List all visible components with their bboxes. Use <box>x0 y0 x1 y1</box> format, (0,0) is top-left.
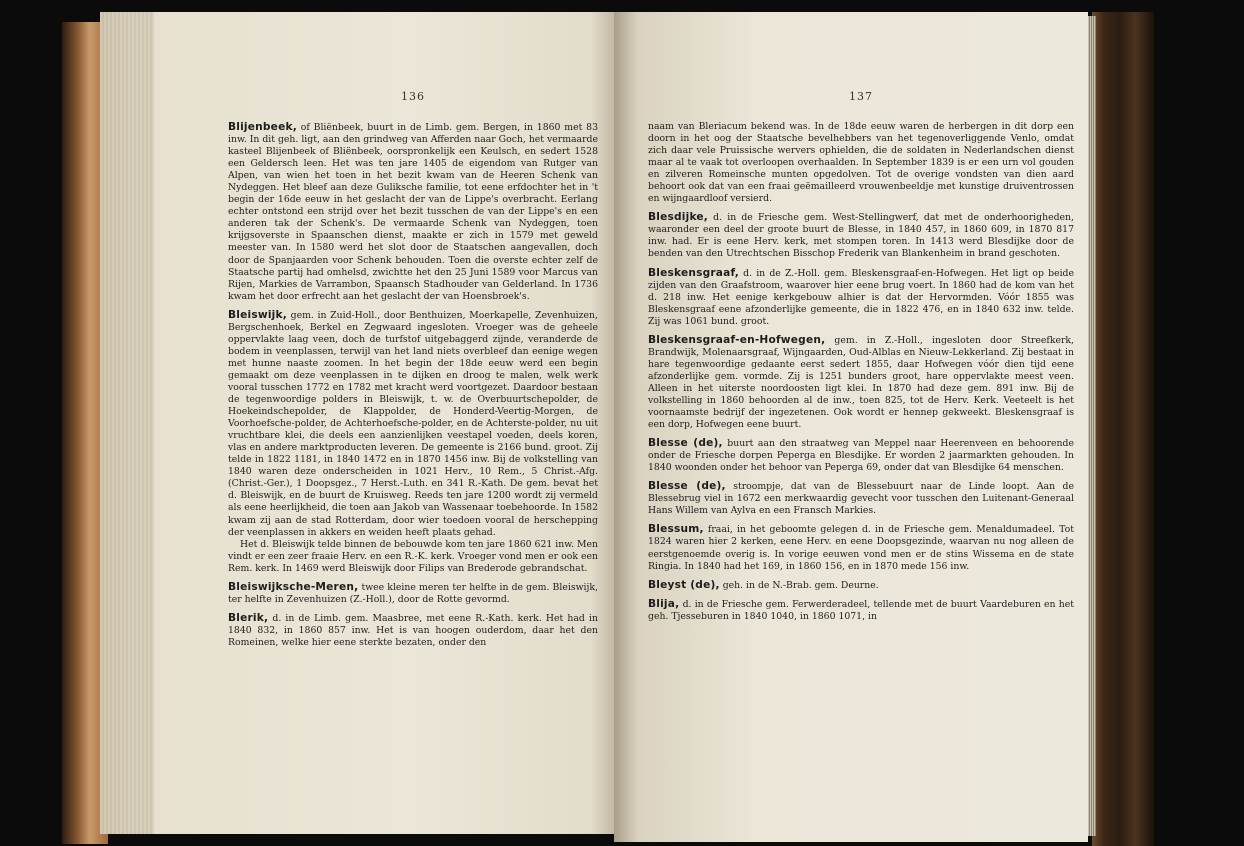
entry-text: d. in de Friesche gem. West-Stellingwerf, dat met de onderhoorigheden, waaronder een deel der groote buurt de Blesse, in 1840 457, in 1860 609, in 1870 817 inw. had. Er is eene Herv. kerk, met stompen toren. In 1413 werd Blesdijke door de benden van den Utrechtschen Bisschop Frederik van Blankenheim in brand geschoten. <box>648 212 1074 260</box>
entry-text: fraai, in het geboomte gelegen d. in de Friesche gem. Menaldumadeel. Tot 1824 waren hier 2 kerken, eene Herv. en eene Doopsgezinde, waarvan nu nog alleen de eerstgenoemde overig is. In vorige eeuwen vond men er de stins Wissema en de state Ringia. In 1840 had het 169, in 1860 156, en in 1870 mede 156 inw. <box>648 524 1074 572</box>
headword: Blijenbeek, <box>228 121 297 133</box>
left-page <box>100 12 622 834</box>
entry-bleskensgraaf <box>648 267 1074 328</box>
entry-bleiswijksche-meren <box>228 581 598 606</box>
entry-text-paragraph: Het d. Bleiswijk telde binnen de bebouwde kom ten jare 1860 621 inw. Men vindt er een zeer fraaie Herv. en een R.-K. kerk. Vroeger vond men er ook een Rem. kerk. In 1469 werd Bleiswijk door Filips van Brederode gebrandschat. <box>228 538 598 574</box>
left-page-number: 136 <box>401 90 425 103</box>
left-page-fold <box>100 12 154 834</box>
entry-text: naam van Bleriacum bekend was. In de 18de eeuw waren de herbergen in dit dorp een doorn in het oog der Staatsche bevelhebbers van het tegenoverliggende Venlo, omdat zich daar vele Pruissische wervers ophielden, die de soldaten in Nederlandschen dienst maar al te vaak tot overloopen overhaalden. In September 1839 is er een urn vol gouden en zilveren Romeinsche munten opgedolven. Tot de overige vondsten van dien aard behoort ook dat van een fraai geëmailleerd vrouwenbeeldje met kunstige druiventrossen en wijngaardloof versierd. <box>648 121 1074 205</box>
entry-blija <box>648 598 1074 623</box>
entry-blijenbeek <box>228 121 598 303</box>
headword: Blerik, <box>228 611 269 624</box>
entry-blesse-buurt <box>648 437 1074 474</box>
entry-text: twee kleine meren ter helfte in de gem. Bleiswijk, ter helfte in Zevenhuizen (Z.-Holl.), door de Rotte gevormd. <box>228 581 598 605</box>
entry-text: d. in de Friesche gem. Ferwerderadeel, tellende met de buurt Vaardeburen en het geh. Tjesseburen in 1840 1040, in 1860 1071, in <box>648 598 1074 622</box>
headword: Bleiswijk, <box>228 308 287 321</box>
entry-bleiswijk <box>228 309 598 575</box>
headword: Blessum, <box>648 523 704 536</box>
entry-blesse-stroompje <box>648 480 1074 517</box>
entry-text: d. in de Limb. gem. Maasbree, met eene R.-Kath. kerk. Het had in 1840 832, in 1860 857 inw. Het is van hoogen ouderdom, daar het den Romeinen, welke hier eene sterkte bezaten, onder den <box>228 612 598 648</box>
entry-blessum <box>648 523 1074 572</box>
headword: Bleyst (de), <box>648 578 720 591</box>
right-page-number: 137 <box>849 90 873 103</box>
headword: Bleskensgraaf, <box>648 266 739 279</box>
entry-text: geh. in de N.-Brab. gem. Deurne. <box>719 579 879 591</box>
entry-text: of Bliënbeek, buurt in de Limb. gem. Bergen, in 1860 met 83 inw. In dit geh. ligt, aan den grindweg van Afferden naar Goch, het vermaarde kasteel Blijenbeek of Bliënbeek, oorspronkelijk een Keulsch, en sedert 1528 een Geldersch leen. Het was ten jare 1405 de eigendom van Rutger van Alpen, van wien het toen in het bezit kwam van de Heeren Schenk van Nydeggen. Het bleef aan deze Guliksche familie, tot eene erfdochter het in 't begin der 16de eeuw in het geslacht der van de Lippe's overbracht. Eerlang echter ontstond een strijd over het bezit tusschen de van der Lippe's en een anderen tak der Schenk's. De vermaarde Schenk van Nydeggen, toen krijgsoverste in Spaanschen dienst, maakte er zich in 1579 met geweld meester van. In 1580 werd het slot door de Staatschen aangevallen, doch door de Spanjaarden voor Schenk behouden. Toen die overste echter zelf de Staatsche partij had omhelsd, zwichtte het den 25 Juni 1589 voor Marcus van Rijen, Markies de Varrambon, Spaansch Stadhouder van Gelderland. In 1736 kwam het door erfrecht aan het geslacht der van Hoensbroek's. <box>228 122 598 302</box>
entry-blesdijke <box>648 211 1074 260</box>
entry-text: gem. in Z.-Holl., ingesloten door Streefkerk, Brandwijk, Molenaarsgraaf, Wijngaarden, Oud-Alblas en Nieuw-Lekkerland. Zij bestaat in hare tegenwoordige gedaante eerst sedert 1855, daar Hofwegen vóór dien tijd eene afzonderlijke gem. vormde. Zij is 1251 bunders groot, hare oppervlakte meest veen. Alleen in het uiterste noordoosten ligt klei. In 1870 had deze gem. 891 inw. Bij de volkstelling in 1860 behoorden al de inw., toen 825, tot de Herv. Kerk. Veeteelt is het voornaamste bedrijf der ingezetenen. Ook wordt er hennep gekweekt. Bleskensgraaf is een dorp, Hofwegen eene buurt. <box>648 334 1074 431</box>
entry-blerik <box>228 612 598 649</box>
right-page <box>614 12 1088 842</box>
entry-text: gem. in Zuid-Holl., door Benthuizen, Moerkapelle, Zevenhuizen, Bergschenhoek, Berkel en Zegwaard ingesloten. Vroeger was de geheele oppervlakte laag veen, doch de turfstof uitgebaggerd zijnde, veranderde de bodem in veenplassen, terwijl van het land niets overbleef dan eenige wegen met hunne naaste zoomen. In het begin der 18de eeuw werd een begin gemaakt om deze veenplassen in te dijken en droog te malen, welk werk vooral tusschen 1772 en 1782 met kracht werd voortgezet. Daardoor bestaan de tegenwoordige polders in Bleiswijk, t. w. de Overbuurtschepolder, de Hoekeindschepolder, de Klappolder, de Honderd-Veertig-Morgen, de Voorhoefsche-polder, de Achterhoefsche-polder, en de Achterste-polder, nu uit vruchtbare klei, die deels een aanzienlijken veestapel voeden, deels koren, vlas en andere marktproducten leveren. De gemeente is 2166 bund. groot. Zij telde in 1822 1181, in 1840 1472 en in 1870 1456 inw. Bij de volkstelling van 1840 waren deze onderscheiden in 1021 Herv., 10 Rem., 5 Christ.-Afg. (Christ.-Ger.), 1 Doopsgez., 7 Herst.-Luth. en 341 R.-Kath. De gem. bevat het d. Bleiswijk, en de buurt de Kruisweg. Reeds ten jare 1200 wordt zij vermeld als eene heerlijkheid, die toen aan Jakob van Wassenaar toebehoorde. In 1582 kwam zij aan de stad Rotterdam, door wier toedoen vooral de herschepping der veenplassen in akkers en weiden heeft plaats gehad. <box>228 309 598 538</box>
headword: Blesse (de), <box>648 480 726 493</box>
entry-text: d. in de Z.-Holl. gem. Bleskensgraaf-en-Hofwegen. Het ligt op beide zijden van den Graafstroom, waarover hier eene brug voert. In 1860 had de kom van het d. 218 inw. Het eenige kerkgebouw alhier is dat der Hervormden. Vóór 1855 was Bleskensgraaf eene afzonderlijke gemeente, die in 1822 476, en in 1840 632 inw. telde. Zij was 1061 bund. groot. <box>648 267 1074 327</box>
book-right-edge <box>1092 12 1154 846</box>
entry-blerik-continued <box>648 121 1074 205</box>
headword: Blija, <box>648 597 680 610</box>
entry-bleskensgraaf-en-hofwegen <box>648 334 1074 431</box>
headword: Bleiswijksche-Meren, <box>228 580 359 593</box>
headword: Blesdijke, <box>648 211 709 224</box>
headword: Blesse (de), <box>648 437 723 450</box>
headword: Bleskensgraaf-en-Hofwegen, <box>648 333 826 346</box>
entry-text: buurt aan den straatweg van Meppel naar Heerenveen en behoorende onder de Friesche dorpen Peperga en Blesdijke. Er worden 2 jaarmarkten gehouden. In 1840 woonden onder het behoor van Peperga 69, onder dat van Blesdijke 64 menschen. <box>648 438 1074 474</box>
entry-text: stroompje, dat van de Blessebuurt naar de Linde loopt. Aan de Blessebrug viel in 1672 een merkwaardig gevecht voor tusschen den Luitenant-Generaal Hans Willem van Aylva en een Fransch Markies. <box>648 481 1074 517</box>
entry-bleyst <box>648 579 1074 592</box>
